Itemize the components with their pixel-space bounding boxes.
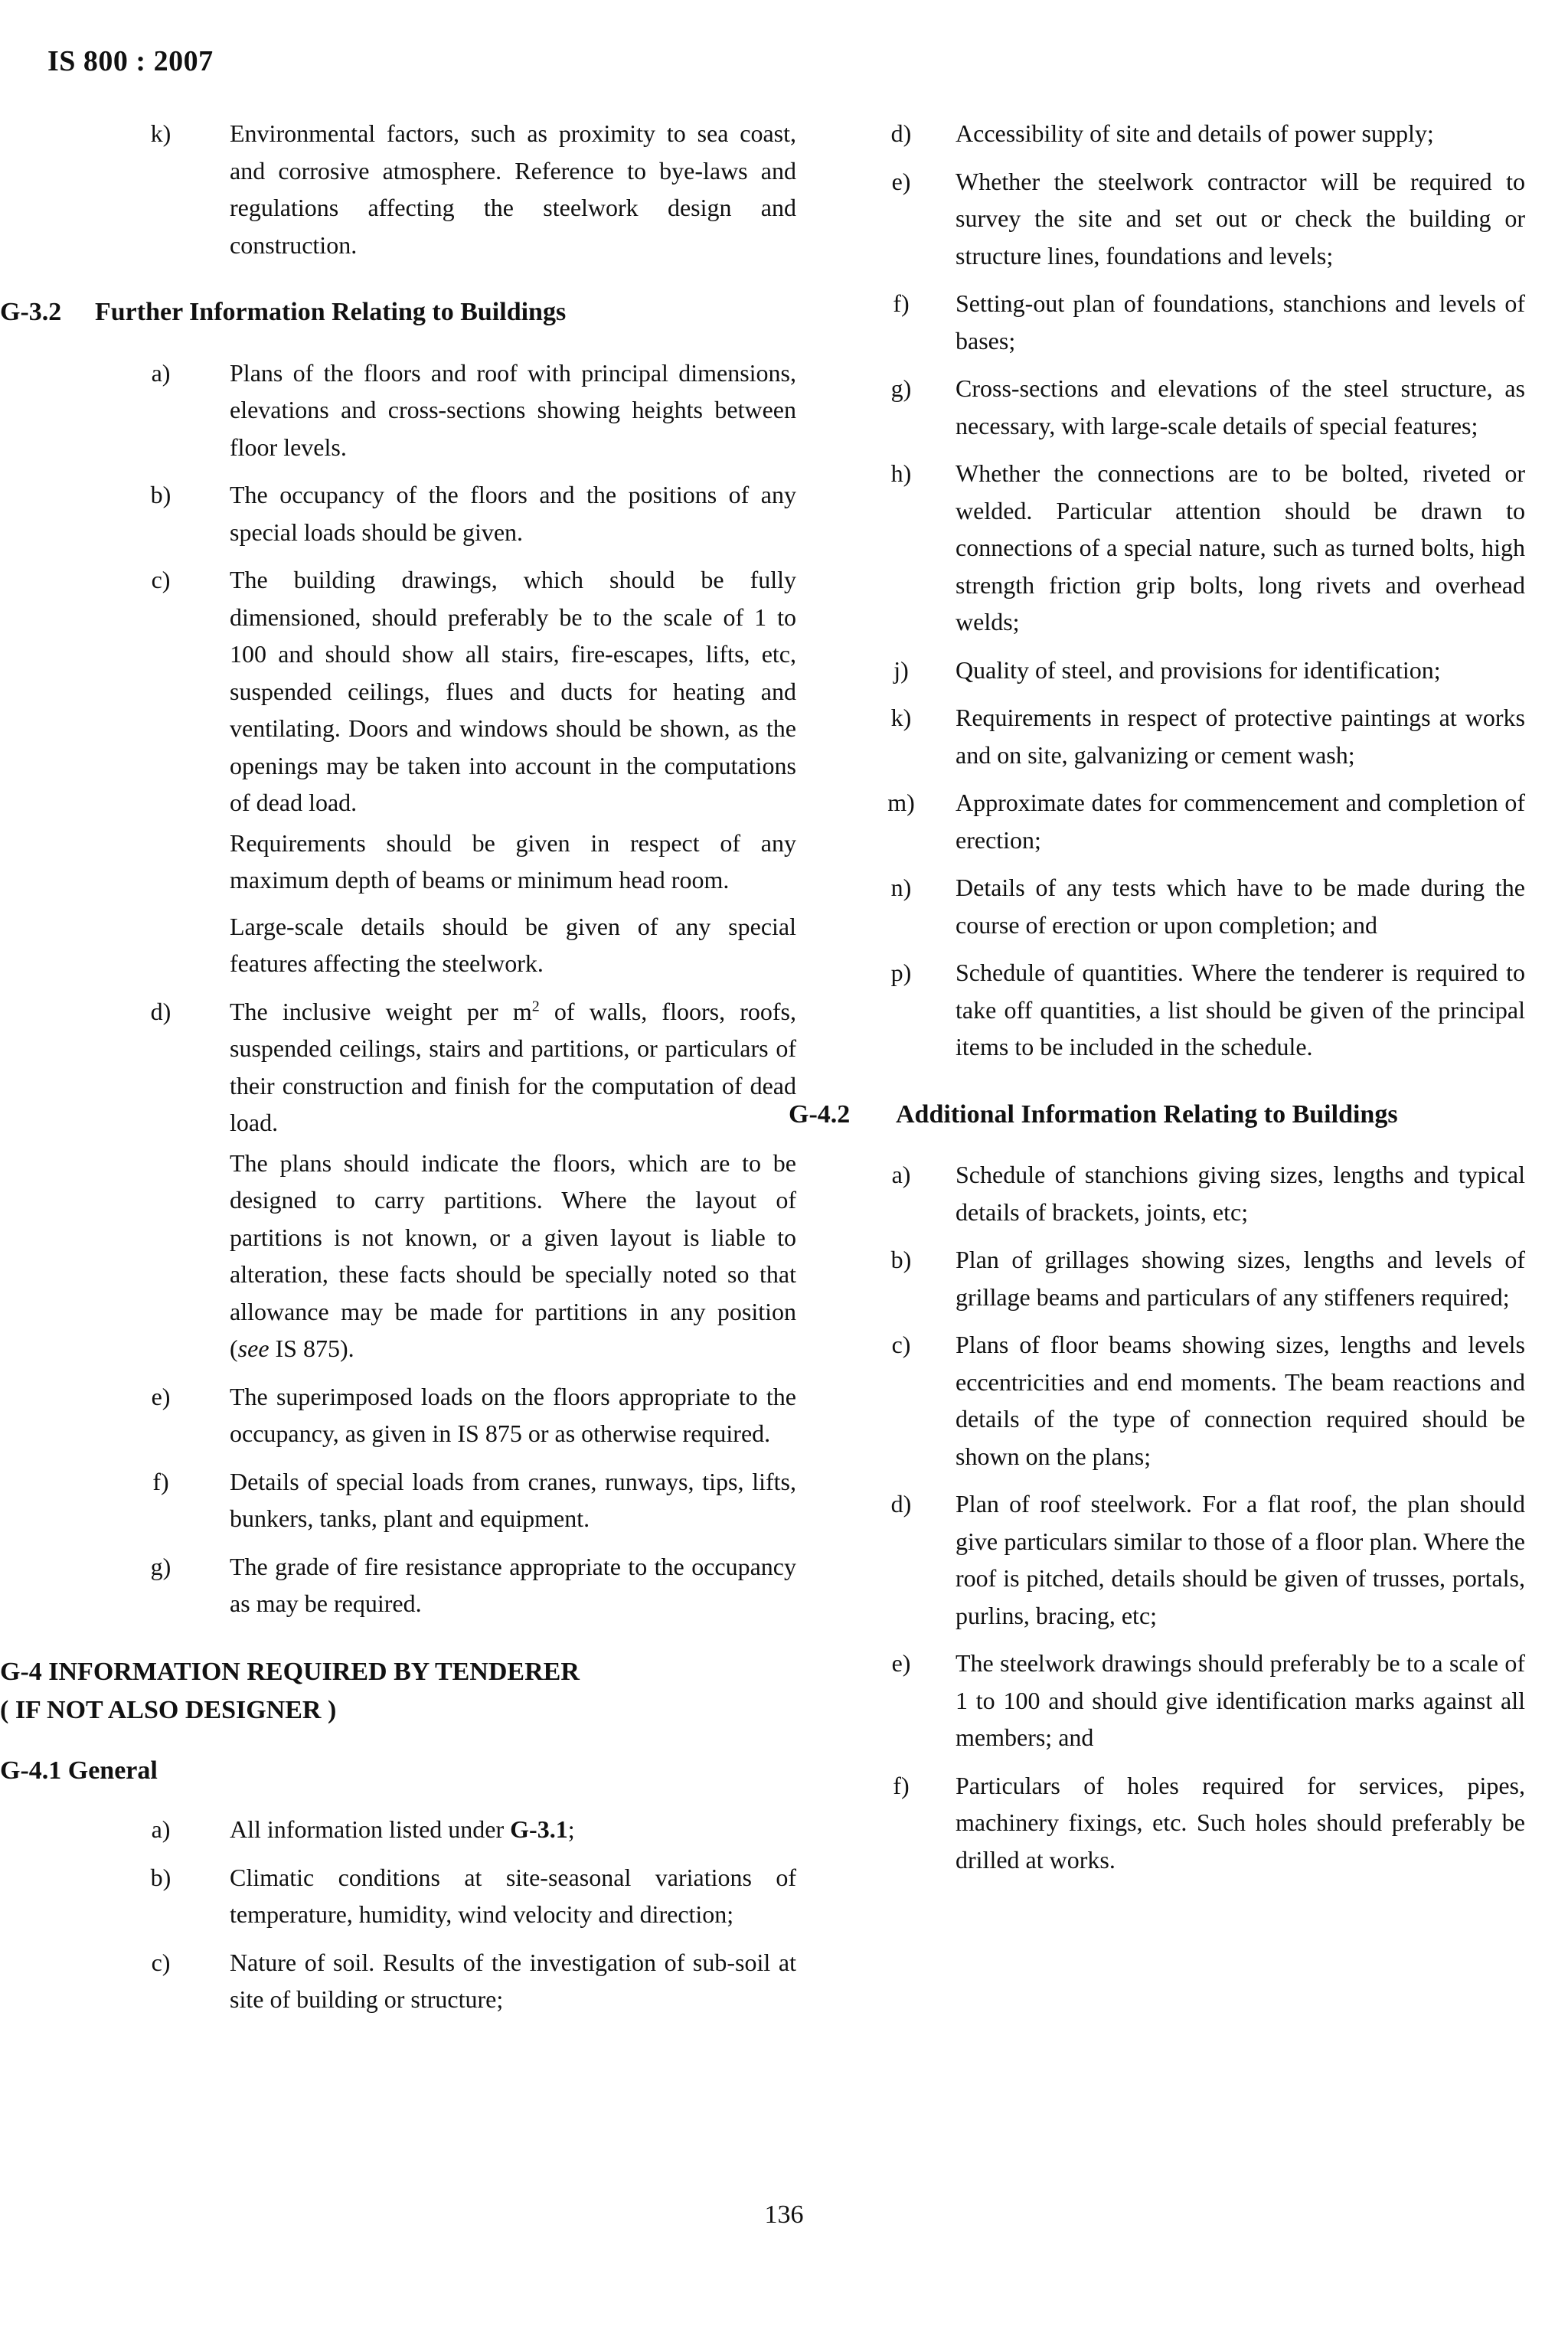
item-label: a)	[891, 1161, 911, 1188]
list-item	[874, 784, 1525, 858]
list-item	[874, 1767, 1525, 1879]
item-text: Schedule of stanchions giving sizes, lengths and typical details of brackets, joints, etc;	[956, 1161, 1525, 1226]
item-label: g)	[890, 374, 912, 402]
item-label: c)	[891, 1331, 911, 1358]
section-title: Further Information Relating to Buildings	[95, 298, 567, 326]
item-label: f)	[893, 1771, 910, 1799]
section-heading-g-3-2	[0, 294, 796, 332]
section-title: G-4 INFORMATION REQUIRED BY TENDERER	[0, 1657, 580, 1686]
list-item	[874, 163, 1525, 275]
item-label: e)	[891, 167, 911, 195]
item-label: e)	[151, 1382, 171, 1410]
running-head: IS 800 : 2007	[47, 45, 214, 77]
item-text: Whether the steelwork contractor will be required to survey the site and set out or check the building or structure lines, foundations and levels;	[956, 167, 1525, 270]
item-text: Nature of soil. Results of the investigation of sub-soil at site of building or structure;	[230, 1948, 796, 2013]
item-label: f)	[152, 1467, 169, 1495]
item-label: c)	[151, 1948, 171, 1976]
item-text: Schedule of quantities. Where the tenderer is required to take off quantities, a list should be given of the principal items to be included in the schedule.	[956, 959, 1525, 1060]
section-title: Additional Information Relating to Buildings	[896, 1099, 1398, 1129]
item-text: Setting-out plan of foundations, stanchions and levels of bases;	[956, 289, 1525, 354]
section-heading-g-4-2	[789, 1096, 1525, 1134]
list-item	[122, 993, 796, 1367]
list-item	[874, 1156, 1525, 1230]
item-text: Climatic conditions at site-seasonal variations of temperature, humidity, wind velocity and direction;	[230, 1863, 796, 1928]
item-label: a)	[151, 358, 171, 387]
item-text: Details of special loads from cranes, runways, tips, lifts, bunkers, tanks, plant and equipment.	[230, 1467, 796, 1532]
list-item	[122, 1944, 796, 2018]
item-text	[230, 1811, 796, 1848]
item-label: b)	[150, 481, 172, 508]
list-item-k	[122, 115, 796, 263]
item-label: d)	[890, 1490, 912, 1518]
left-column	[0, 115, 796, 2029]
item-label: n)	[890, 874, 912, 901]
item-text: Plan of grillages showing sizes, lengths and levels of grillage beams and particulars of any stiffeners required;	[956, 1246, 1525, 1311]
list-item	[122, 354, 796, 466]
item-text: Accessibility of site and details of power supply;	[956, 119, 1434, 147]
item-label: a)	[151, 1815, 171, 1843]
item-label: d)	[150, 997, 172, 1025]
list-item	[874, 1645, 1525, 1756]
item-text: The occupancy of the floors and the positions of any special loads should be given.	[230, 481, 796, 546]
item-text: Cross-sections and elevations of the steel structure, as necessary, with large-scale details of special features;	[956, 374, 1525, 439]
item-text: The grade of fire resistance appropriate to the occupancy as may be required.	[230, 1552, 796, 1617]
section-heading-g-4-1: G-4.1 General	[0, 1756, 158, 1785]
item-label: k)	[150, 119, 172, 147]
item-text	[230, 993, 796, 1142]
item-text: The superimposed loads on the floors appropriate to the occupancy, as given in IS 875 or as otherwise required.	[230, 1382, 796, 1447]
item-text: Plans of floor beams showing sizes, lengths and levels eccentricities and end moments. The beam reactions and details of the type of connection required should be shown on the plans;	[956, 1331, 1525, 1470]
text-run: All information listed under	[230, 1815, 511, 1843]
section-number: G-3.2	[0, 298, 62, 326]
text-run: IS 875).	[269, 1335, 354, 1362]
item-text: Details of any tests which have to be made during the course of erection or upon completion; and	[956, 874, 1525, 939]
item-text: Approximate dates for commencement and completion of erection;	[956, 789, 1525, 854]
text-run: ;	[567, 1815, 575, 1843]
item-paragraph	[230, 1145, 796, 1367]
list-item	[874, 869, 1525, 943]
item-text: Whether the connections are to be bolted, riveted or welded. Particular attention should be drawn to connections of a special nature, such as turned bolts, high strength friction grip bolts, long rivets and overhead welds;	[956, 459, 1525, 635]
item-text: The building drawings, which should be fully dimensioned, should preferably be to the scale of 1 to 100 and should show all stairs, fire-escapes, lifts, etc, suspended ceilings, flues and ducts for heating and ventilating. Doors and windows should be shown, as the openings may be taken into account in the computations of dead load.	[230, 566, 796, 816]
list-item	[122, 1811, 796, 1848]
list-item	[122, 1859, 796, 1933]
list-item	[874, 1326, 1525, 1475]
item-label: b)	[150, 1863, 172, 1891]
list-item	[122, 1463, 796, 1537]
right-column	[789, 115, 1525, 1889]
superscript: 2	[531, 997, 540, 1014]
list-item	[122, 476, 796, 551]
list-item	[874, 652, 1525, 689]
item-label: b)	[890, 1246, 912, 1273]
list-item	[874, 1241, 1525, 1315]
item-text: Particulars of holes required for services, pipes, machinery fixings, etc. Such holes should preferably be drilled at works.	[956, 1771, 1525, 1874]
item-label: k)	[890, 704, 912, 731]
list-item	[874, 115, 1525, 152]
list-item	[874, 954, 1525, 1066]
item-label: j)	[893, 655, 909, 684]
item-text: Plans of the floors and roof with principal dimensions, elevations and cross-sections showing heights between floor levels.	[230, 358, 796, 461]
text-run: The inclusive weight per m	[230, 997, 532, 1025]
item-text: The steelwork drawings should preferably be to a scale of 1 to 100 and should give identification marks against all members; and	[956, 1649, 1525, 1751]
section-subtitle: ( IF NOT ALSO DESIGNER )	[0, 1695, 337, 1724]
item-label: e)	[891, 1649, 911, 1677]
list-item	[874, 455, 1525, 641]
italic-see: see	[237, 1335, 270, 1362]
item-label: m)	[887, 789, 915, 816]
text-run: The plans should indicate the floors, which are to be designed to carry partitions. Where the layout of partitions is not known, or a given layout is liable to alteration, these facts should be specially noted so that allowance may be made for partitions in any position (	[230, 1148, 796, 1362]
item-label: g)	[150, 1552, 172, 1580]
item-text: Quality of steel, and provisions for identification;	[956, 655, 1441, 684]
page-number: 136	[764, 2200, 804, 2229]
item-label: f)	[893, 289, 910, 317]
bold-reference: G-3.1	[510, 1815, 568, 1843]
list-item	[874, 699, 1525, 773]
list-item	[122, 1378, 796, 1452]
item-paragraph: Requirements should be given in respect of any maximum depth of beams or minimum head room.	[230, 828, 796, 894]
list-item	[874, 370, 1525, 444]
section-number: G-4.2	[789, 1099, 851, 1129]
item-paragraph: Large-scale details should be given of any special features affecting the steelwork.	[230, 912, 796, 977]
item-label: d)	[890, 119, 912, 147]
list-item	[874, 285, 1525, 359]
list-item	[874, 1485, 1525, 1634]
text-run: of walls, floors, roofs, suspended ceilings, stairs and partitions, or particulars of their construction and finish for the computation of dead load.	[230, 997, 796, 1136]
item-label: c)	[151, 566, 171, 593]
item-label: p)	[890, 959, 912, 986]
item-text: Plan of roof steelwork. For a flat roof, the plan should give particulars similar to those of a floor plan. Where the roof is pitched, details should be given of trusses, portals, purlins, bracing, etc;	[956, 1490, 1525, 1629]
item-label: h)	[890, 459, 912, 487]
item-text: Requirements in respect of protective paintings at works and on site, galvanizing or cement wash;	[956, 704, 1525, 769]
list-item	[122, 561, 796, 982]
section-heading-g-4	[0, 1653, 796, 1730]
item-text: Environmental factors, such as proximity to sea coast, and corrosive atmosphere. Reference to bye-laws and regulations affecting the steelwork design and construction.	[230, 119, 796, 259]
list-item	[122, 1548, 796, 1622]
